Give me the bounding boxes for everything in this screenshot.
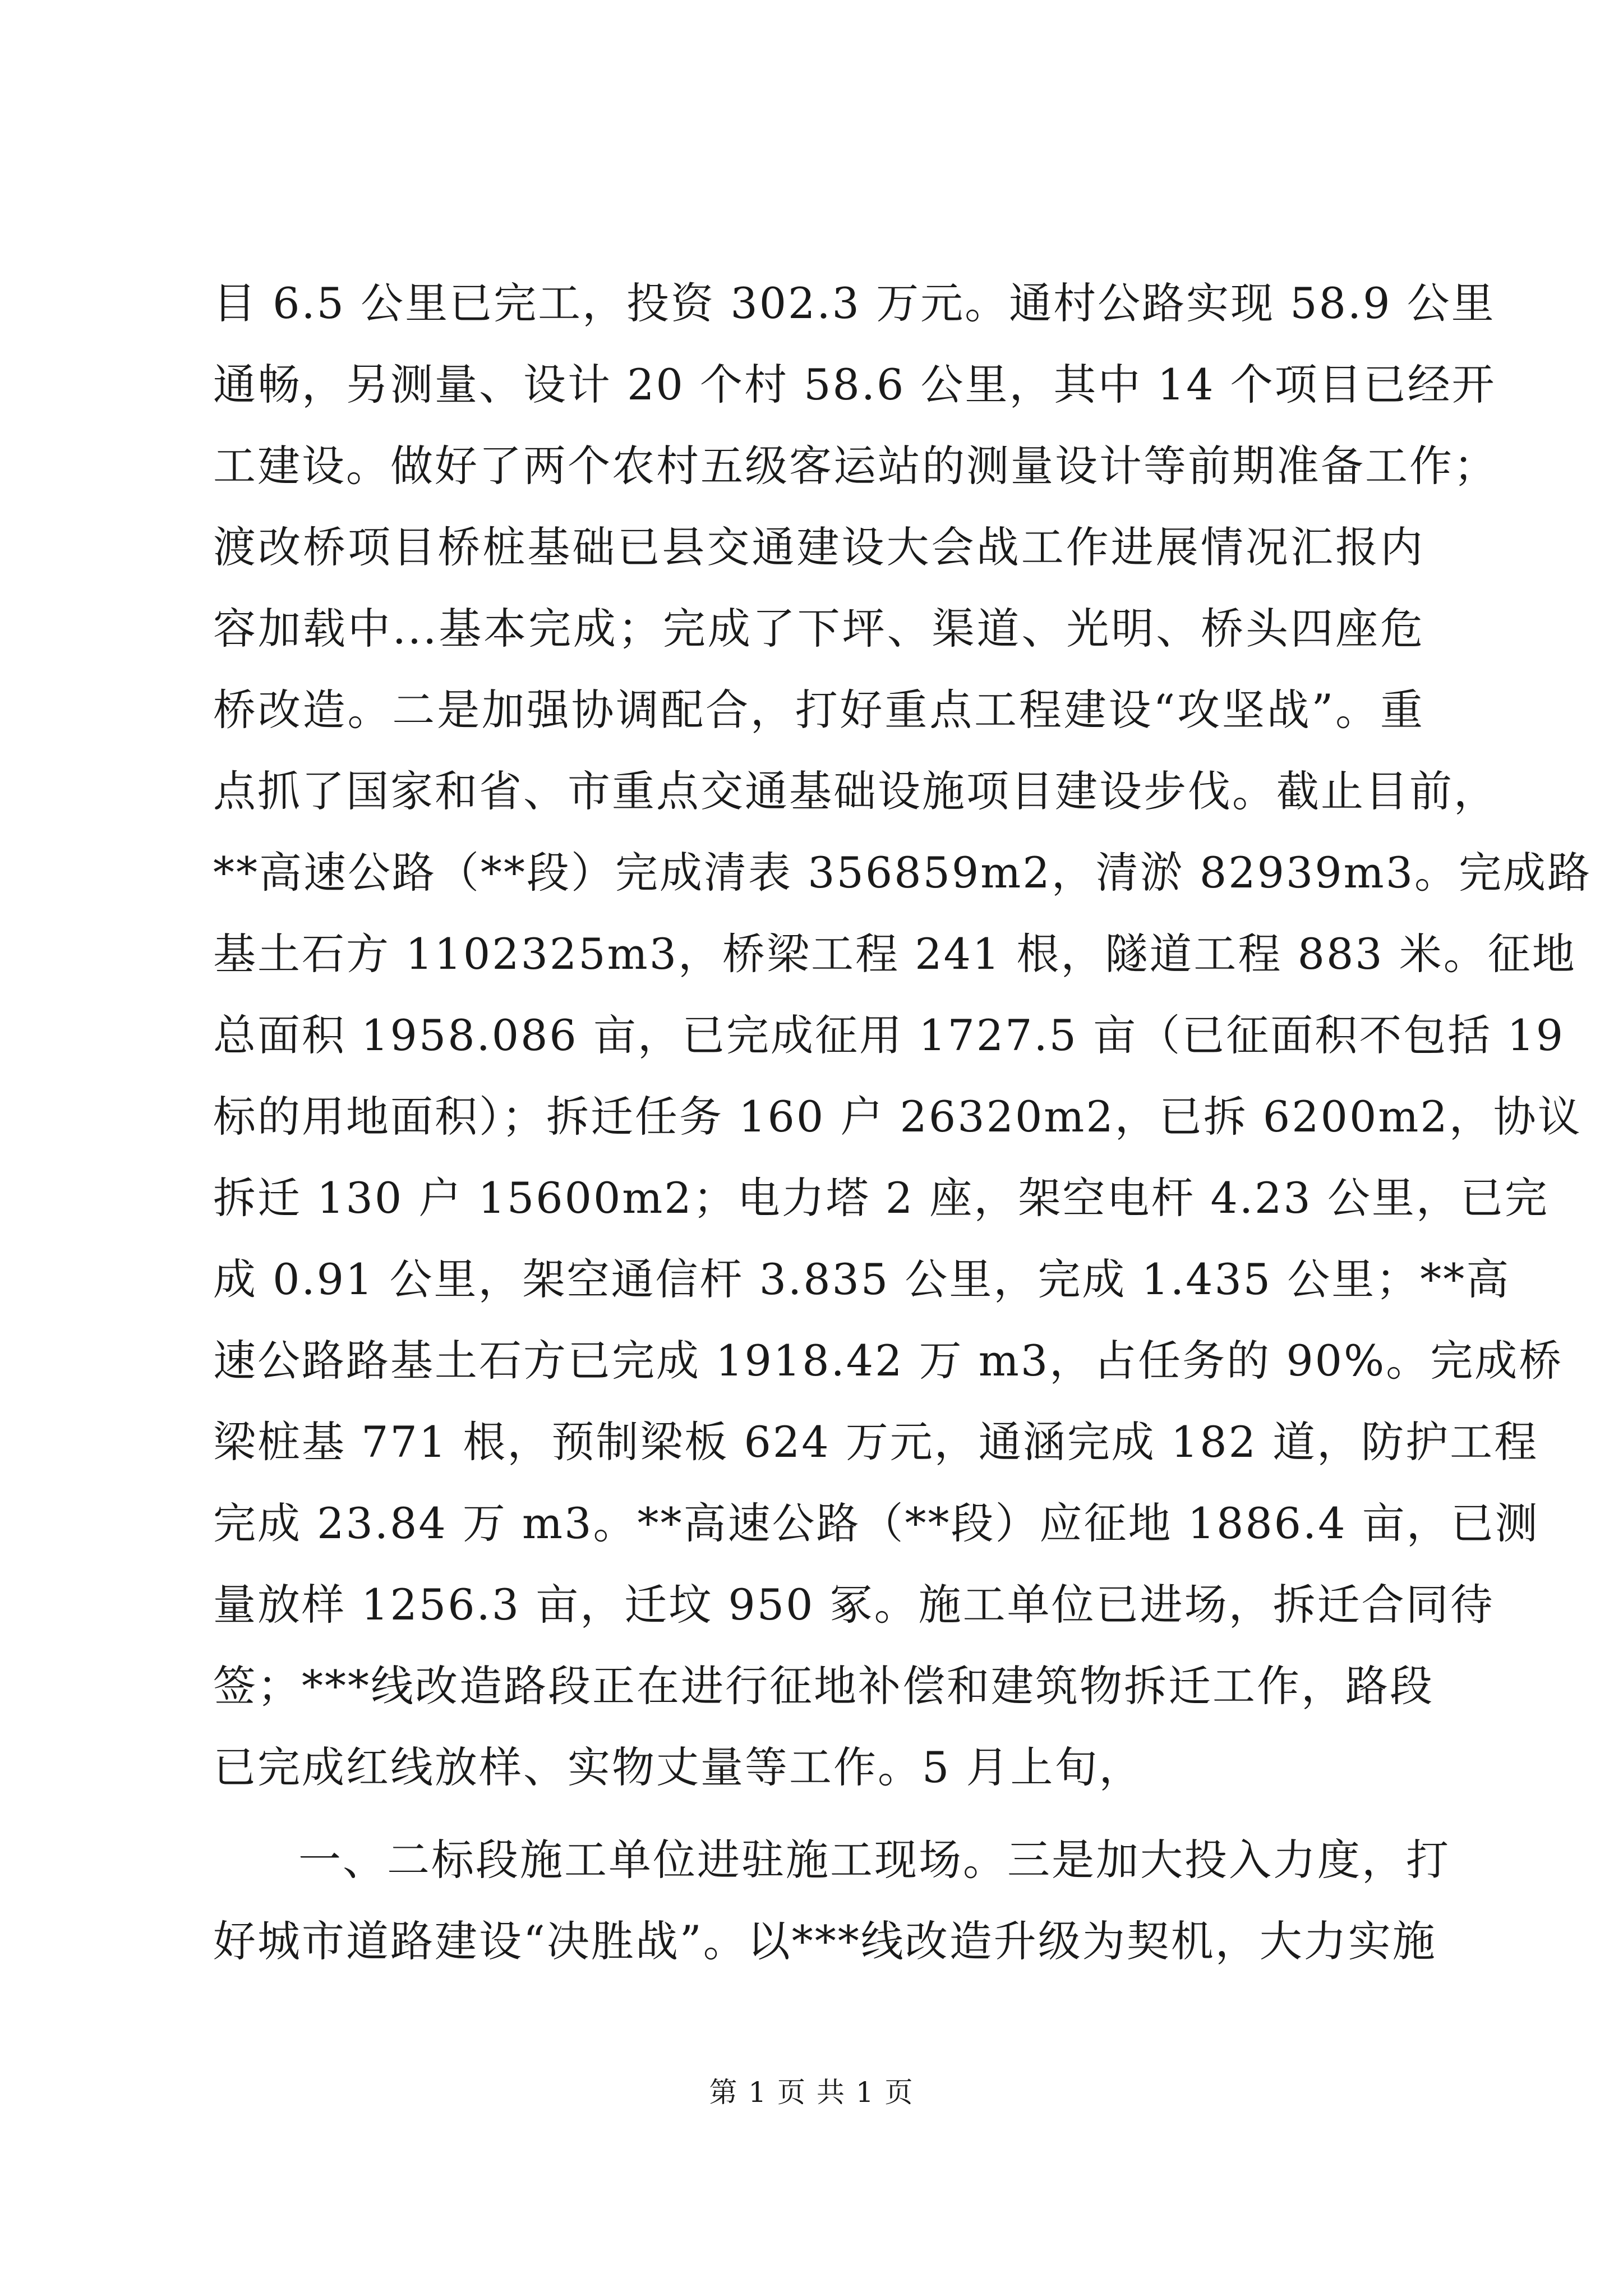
- text-line: 成 0.91 公里，架空通信杆 3.835 公里，完成 1.435 公里；**高: [213, 1254, 1511, 1304]
- text-line: 桥改造。二是加强协调配合，打好重点工程建设“攻坚战”。重: [213, 685, 1424, 735]
- text-line: 拆迁 130 户 15600m2；电力塔 2 座，架空电杆 4.23 公里，已完: [213, 1173, 1549, 1223]
- text-line: 签；***线改造路段正在进行征地补偿和建筑物拆迁工作，路段: [213, 1661, 1434, 1711]
- text-line: 速公路路基土石方已完成 1918.42 万 m3，占任务的 90%。完成桥: [213, 1336, 1564, 1386]
- text-line: 梁桩基 771 根，预制梁板 624 万元，通涵完成 182 道，防护工程: [213, 1417, 1539, 1467]
- text-line: 目 6.5 公里已完工，投资 302.3 万元。通村公路实现 58.9 公里: [213, 278, 1496, 328]
- text-line: 量放样 1256.3 亩，迁坟 950 冢。施工单位已进场，拆迁合同待: [213, 1580, 1495, 1630]
- text-line: 通畅，另测量、设计 20 个村 58.6 公里，其中 14 个项目已经开: [213, 360, 1496, 409]
- text-line: 标的用地面积）；拆迁任务 160 户 26320m2，已拆 6200m2，协议: [213, 1092, 1582, 1142]
- text-line: 好城市道路建设“决胜战”。以***线改造升级为契机，大力实施: [213, 1916, 1437, 1966]
- text-line: 完成 23.84 万 m3。**高速公路（**段）应征地 1886.4 亩，已测: [213, 1498, 1539, 1548]
- text-line: **高速公路（**段）完成清表 356859m2，清淤 82939m3。完成路: [213, 848, 1592, 898]
- text-line: 容加载中...基本完成；完成了下坪、渠道、光明、桥头四座危: [213, 604, 1424, 654]
- text-line: 工建设。做好了两个农村五级客运站的测量设计等前期准备工作；: [213, 441, 1498, 491]
- page-footer: [0, 2076, 1623, 2109]
- page-number-label: 第 1 页 共 1 页: [709, 2076, 914, 2109]
- text-line: 已完成红线放样、实物丈量等工作。5 月上旬，: [213, 1742, 1144, 1792]
- paragraph-gap: [213, 1808, 1424, 1819]
- text-line: 基土石方 1102325m3，桥梁工程 241 根，隧道工程 883 米。征地: [213, 929, 1576, 979]
- text-line: 总面积 1958.086 亩，已完成征用 1727.5 亩（已征面积不包括 19: [213, 1010, 1565, 1060]
- document-body: [213, 263, 1592, 1982]
- text-line: 一、二标段施工单位进驻施工现场。三是加大投入力度，打: [298, 1835, 1450, 1885]
- text-line: 点抓了国家和省、市重点交通基础设施项目建设步伐。截止目前，: [213, 766, 1498, 816]
- text-line: 渡改桥项目桥桩基础已县交通建设大会战工作进展情况汇报内: [213, 522, 1424, 572]
